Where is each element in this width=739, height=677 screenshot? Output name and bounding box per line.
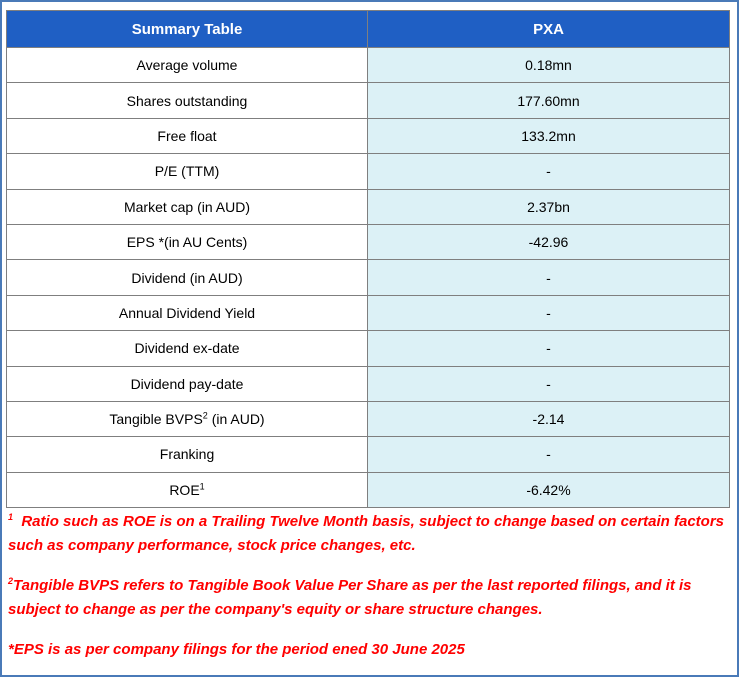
row-label bbox=[7, 366, 368, 401]
table-row bbox=[7, 366, 730, 401]
row-label-superscript: 2 bbox=[202, 410, 208, 421]
row-label-text: Dividend ex-date bbox=[134, 340, 240, 357]
row-value: - bbox=[368, 154, 730, 189]
table-row bbox=[7, 224, 730, 259]
row-label bbox=[7, 118, 368, 153]
table-body bbox=[7, 48, 730, 508]
row-value: - bbox=[368, 260, 730, 295]
row-value: -6.42% bbox=[368, 472, 730, 507]
row-label bbox=[7, 260, 368, 295]
table-row bbox=[7, 401, 730, 436]
row-label bbox=[7, 331, 368, 366]
row-value: - bbox=[368, 366, 730, 401]
row-label-text: Average volume bbox=[136, 57, 238, 74]
row-label bbox=[7, 437, 368, 472]
footnote-1 bbox=[8, 510, 728, 558]
table-row bbox=[7, 472, 730, 507]
footnote-3 bbox=[8, 638, 728, 662]
table-row bbox=[7, 48, 730, 83]
row-label bbox=[7, 154, 368, 189]
row-value: 177.60mn bbox=[368, 83, 730, 118]
row-label-text: Dividend (in AUD) bbox=[131, 269, 243, 286]
summary-table bbox=[6, 10, 730, 508]
row-label-text: P/E (TTM) bbox=[154, 163, 220, 180]
row-label bbox=[7, 83, 368, 118]
table-header-row bbox=[7, 11, 730, 48]
table-row bbox=[7, 331, 730, 366]
footnote-3-text: *EPS is as per company filings for the period ened 30 June 2025 bbox=[8, 641, 465, 658]
row-label-text: Shares outstanding bbox=[126, 92, 248, 109]
footnote-2-text: Tangible BVPS refers to Tangible Book Value Per Share as per the last reported filings, and it is subject to change as per the company's equity or share structure changes. bbox=[8, 577, 692, 618]
row-label-text: EPS *(in AU Cents) bbox=[126, 234, 248, 251]
header-summary-table: Summary Table bbox=[7, 11, 368, 48]
row-label-superscript: 1 bbox=[199, 481, 205, 492]
footnote-2 bbox=[8, 574, 728, 622]
table-row bbox=[7, 295, 730, 330]
row-value: - bbox=[368, 331, 730, 366]
row-value: 133.2mn bbox=[368, 118, 730, 153]
row-label-text: Free float bbox=[157, 127, 217, 144]
table-row bbox=[7, 118, 730, 153]
table-row bbox=[7, 83, 730, 118]
row-label bbox=[7, 401, 368, 436]
row-label-text: Dividend pay-date bbox=[130, 375, 244, 392]
table-row bbox=[7, 154, 730, 189]
row-value: - bbox=[368, 437, 730, 472]
footnote-1-text: Ratio such as ROE is on a Trailing Twelve Month basis, subject to change based on certain factors such as company performance, stock price changes, etc. bbox=[8, 513, 729, 554]
row-label-suffix: (in AUD) bbox=[207, 411, 265, 428]
row-label bbox=[7, 295, 368, 330]
row-label bbox=[7, 224, 368, 259]
row-label-text: Annual Dividend Yield bbox=[118, 304, 256, 321]
row-value: 2.37bn bbox=[368, 189, 730, 224]
table-row bbox=[7, 437, 730, 472]
table-row bbox=[7, 260, 730, 295]
row-label-text: Tangible BVPS bbox=[109, 411, 203, 428]
footnote-2-mark: 2 bbox=[8, 576, 14, 586]
row-label bbox=[7, 472, 368, 507]
row-label bbox=[7, 48, 368, 83]
footnotes bbox=[8, 510, 728, 662]
row-label-text: ROE bbox=[169, 481, 200, 498]
row-label-text: Market cap (in AUD) bbox=[123, 198, 251, 215]
row-value: 0.18mn bbox=[368, 48, 730, 83]
table-row bbox=[7, 189, 730, 224]
row-label bbox=[7, 189, 368, 224]
row-value: -2.14 bbox=[368, 401, 730, 436]
row-label-text: Franking bbox=[159, 446, 215, 463]
footnote-1-mark: 1 bbox=[8, 512, 14, 522]
header-ticker: PXA bbox=[368, 11, 730, 48]
row-value: -42.96 bbox=[368, 224, 730, 259]
row-value: - bbox=[368, 295, 730, 330]
